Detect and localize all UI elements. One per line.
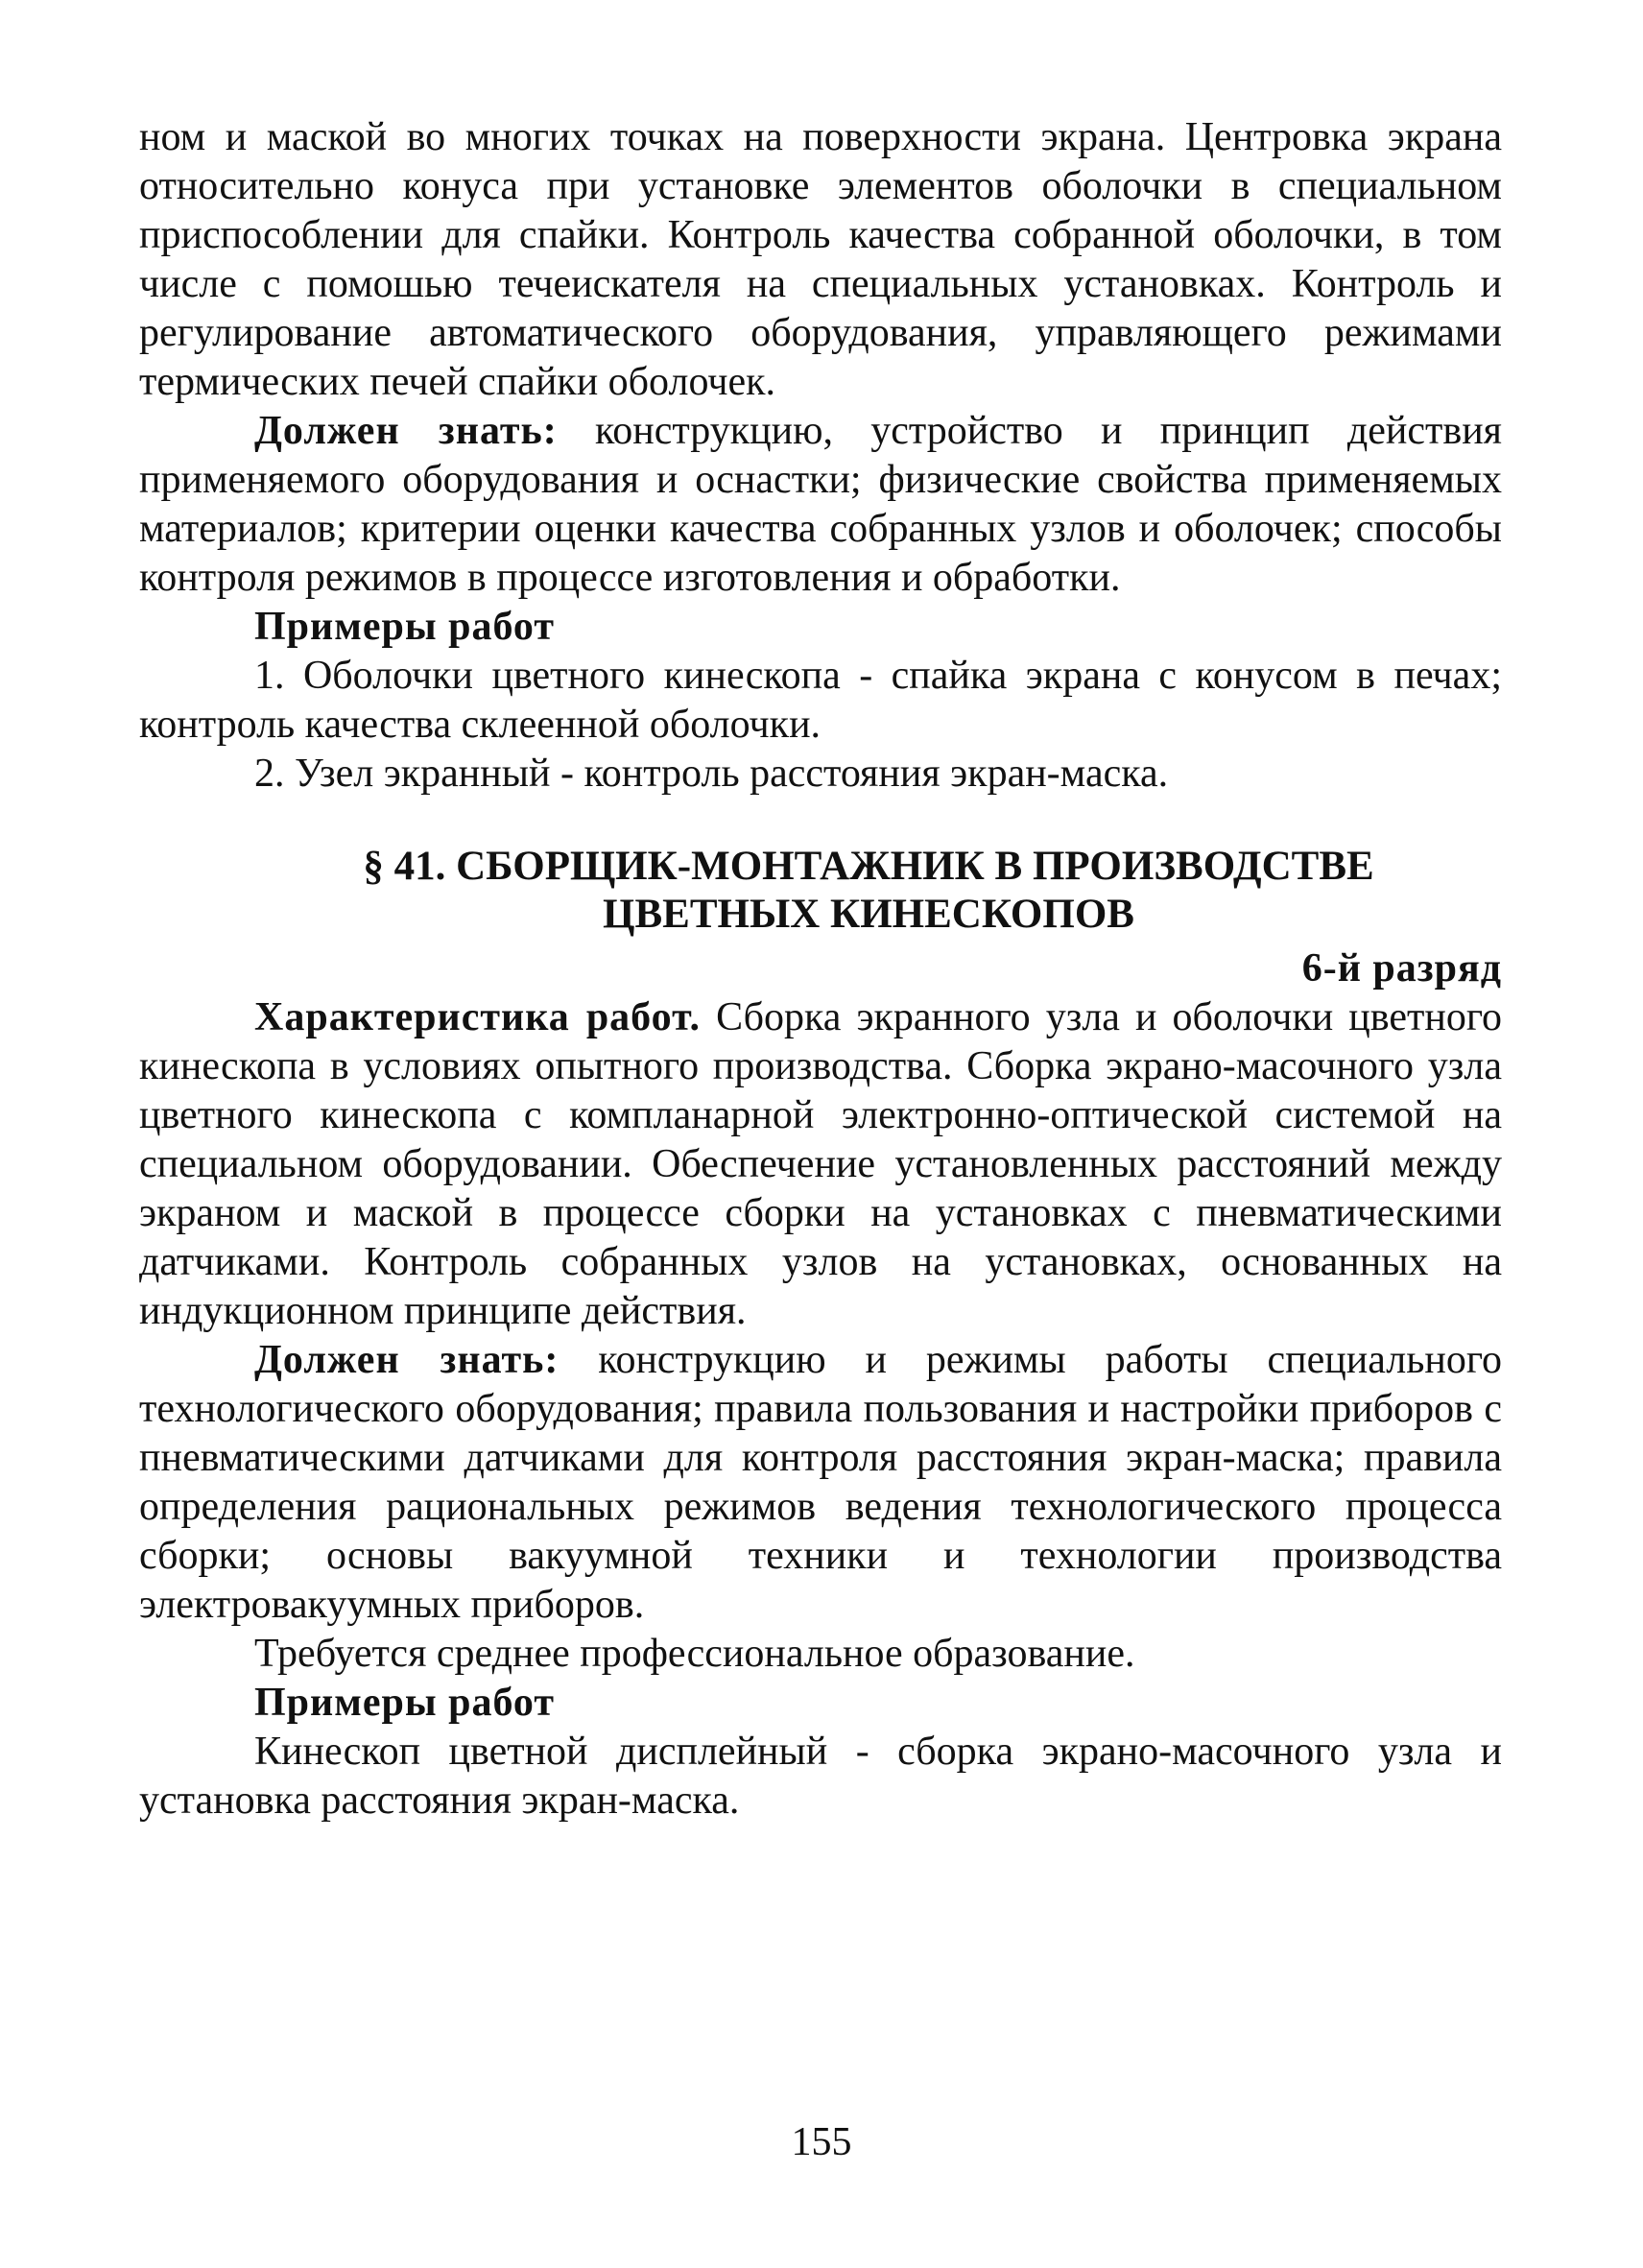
- section-title: [139, 843, 1502, 939]
- intro-paragraph: ном и маской во многих точках на поверхности экрана. Центровка экрана относительно конуса при установке элементов оболочки в специальном приспособлении для спайки. Контроль качества собранной оболочки, в том числе с помошью течеискателя на специальных установках. Контроль и регулирование автоматического оборудования, управляющего режимами термических печей спайки оболочек.: [139, 115, 1502, 404]
- must-know-paragraph-1: [139, 407, 1502, 603]
- section-title-line-2: ЦВЕТНЫХ КИНЕСКОПОВ: [603, 892, 1134, 937]
- page-body: [139, 113, 1502, 1826]
- examples-heading-2: Примеры работ: [254, 1681, 556, 1725]
- example-item-2: 2. Узел экранный - контроль расстояния экран-маска.: [254, 752, 1169, 796]
- characteristic-paragraph: [139, 993, 1502, 1336]
- example-item-3: Кинескоп цветной дисплейный - сборка экрано-масочного узла и установка расстояния экран-маска.: [139, 1730, 1502, 1823]
- education-requirement: Требуется среднее профессиональное образование.: [254, 1632, 1135, 1676]
- must-know-paragraph-2: [139, 1336, 1502, 1630]
- characteristic-text: Сборка экранного узла и оболочки цветного кинескопа в условиях опытного производства. Сборка экрано-масочного узла цветного кинескопа с компланарной электронно-оптической системой на специальном оборудовании. Обеспечение установленных расстояний между экраном и маской в процессе сборки на установках с пневматическими датчиками. Контроль собранных узлов на установках, основанных на индукционном принципе действия.: [139, 995, 1502, 1333]
- must-know-label-1: Должен знать:: [254, 409, 558, 453]
- must-know-label-2: Должен знать:: [254, 1338, 560, 1382]
- characteristic-label: Характеристика работ.: [254, 995, 702, 1039]
- page-number: 155: [791, 2120, 852, 2164]
- examples-heading-1: Примеры работ: [254, 605, 556, 649]
- must-know-text-2: конструкцию и режимы работы специального технологического оборудования; правила пользования и настройки приборов с пневматическими датчиками для контроля расстояния экран-маска; правила определения рациональных режимов ведения технологического процесса сборки; основы вакуумной техники и технологии производства электровакуумных приборов.: [139, 1338, 1502, 1627]
- section-title-line-1: § 41. СБОРЩИК-МОНТАЖНИК В ПРОИЗВОДСТВЕ: [363, 844, 1374, 889]
- grade-label: 6-й разряд: [1301, 946, 1502, 991]
- must-know-text-1: конструкцию, устройство и принцип действия применяемого оборудования и оснастки; физические свойства применяемых материалов; критерии оценки качества собранных узлов и оболочек; способы контроля режимов в процессе изготовления и обработки.: [139, 409, 1502, 600]
- example-item-1: 1. Оболочки цветного кинескопа - спайка экрана с конусом в печах; контроль качества склеенной оболочки.: [139, 654, 1502, 747]
